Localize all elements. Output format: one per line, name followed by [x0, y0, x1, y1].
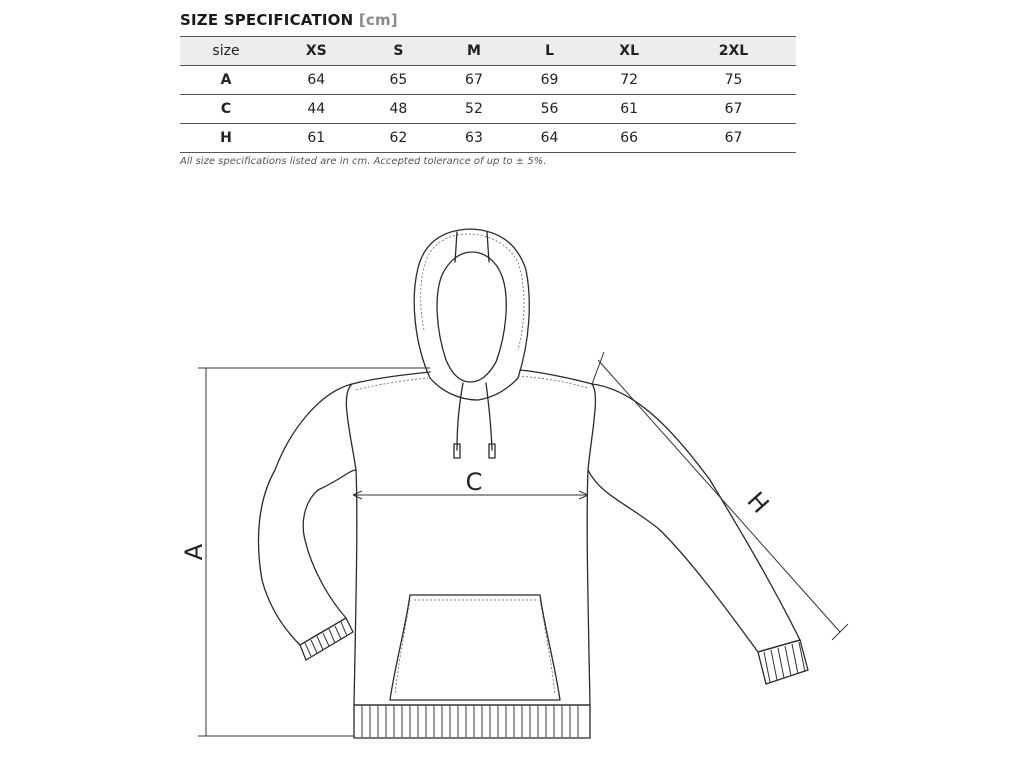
right-sleeve	[588, 384, 800, 652]
table-cell: 56	[512, 95, 588, 124]
table-cell: 44	[272, 95, 361, 124]
column-header: 2XL	[671, 37, 796, 66]
dimension-h-label: H	[741, 486, 775, 519]
row-label: H	[180, 124, 272, 153]
table-cell: 64	[512, 124, 588, 153]
row-label: C	[180, 95, 272, 124]
left-cuff	[300, 618, 353, 660]
waistband	[354, 705, 590, 738]
dimension-c-label: C	[465, 468, 483, 496]
kangaroo-pocket	[390, 595, 560, 700]
table-cell: 52	[436, 95, 512, 124]
table-cell: 67	[671, 124, 796, 153]
drawstring-left	[457, 383, 463, 450]
table-cell: 61	[272, 124, 361, 153]
hood-top-panel	[455, 232, 489, 262]
hoodie-body	[346, 370, 595, 705]
dimension-c	[353, 468, 588, 499]
size-corner-label: size	[180, 37, 272, 66]
table-cell: 61	[587, 95, 671, 124]
table-cell: 62	[361, 124, 437, 153]
hood-outer	[414, 229, 529, 400]
left-sleeve	[258, 384, 356, 645]
hood-opening	[437, 252, 506, 382]
shoulder-stitch	[356, 376, 588, 390]
dimension-a	[180, 368, 430, 736]
column-header: S	[361, 37, 437, 66]
drawstring-right	[486, 383, 492, 450]
table-cell: 65	[361, 66, 437, 95]
table-cell: 69	[512, 66, 588, 95]
table-cell: 67	[671, 95, 796, 124]
table-cell: 67	[436, 66, 512, 95]
table-cell: 63	[436, 124, 512, 153]
table-cell: 72	[587, 66, 671, 95]
table-cell: 48	[361, 95, 437, 124]
table-cell: 64	[272, 66, 361, 95]
title-unit: [cm]	[358, 11, 398, 29]
row-label: A	[180, 66, 272, 95]
column-header: XS	[272, 37, 361, 66]
column-header: XL	[587, 37, 671, 66]
column-header: L	[512, 37, 588, 66]
title-text: SIZE SPECIFICATION	[180, 11, 354, 29]
table-cell: 66	[587, 124, 671, 153]
column-header: M	[436, 37, 512, 66]
tolerance-note: All size specifications listed are in cm. Accepted tolerance of up to ± 5%.	[180, 156, 547, 167]
waistband-ribbing	[362, 706, 578, 737]
hoodie-illustration	[258, 229, 808, 738]
table-cell: 75	[671, 66, 796, 95]
pocket-stitch	[395, 600, 555, 695]
dimension-a-label: A	[180, 543, 208, 561]
